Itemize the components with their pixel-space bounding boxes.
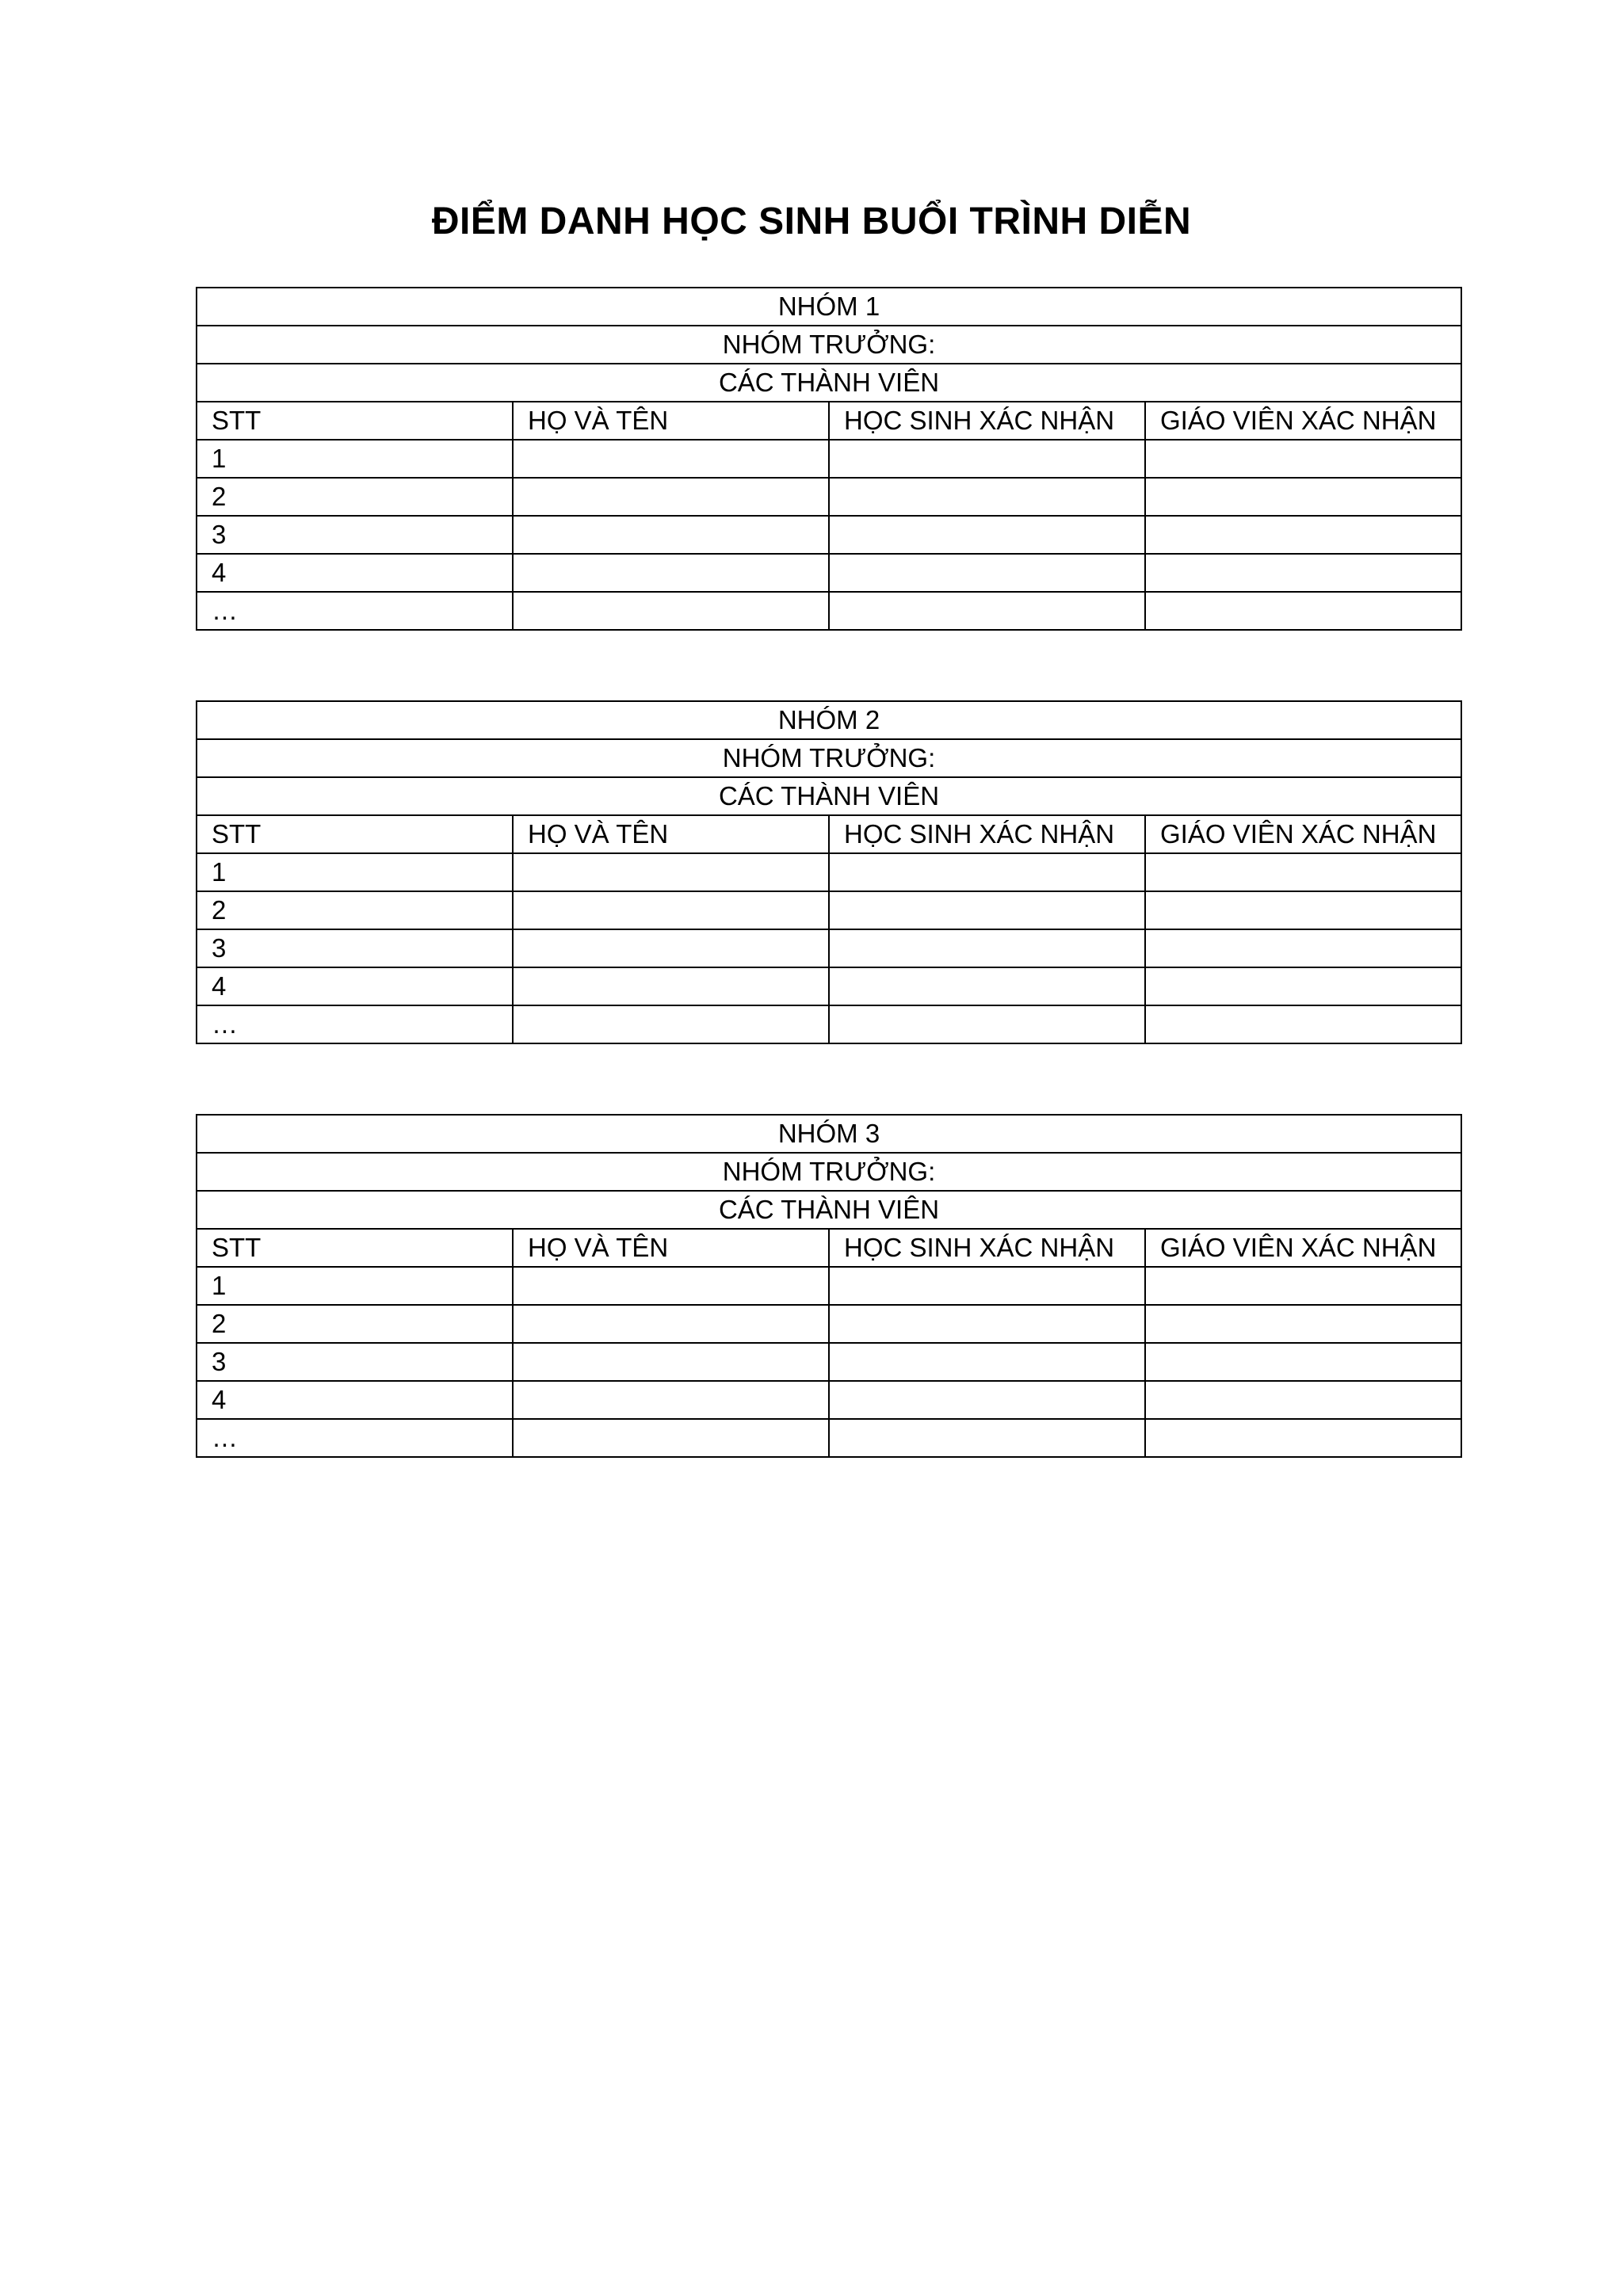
column-header-teacher-confirm: GIÁO VIÊN XÁC NHẬN — [1145, 815, 1461, 853]
header-row — [197, 815, 1461, 853]
group-table — [196, 700, 1462, 1044]
name-cell[interactable] — [513, 891, 829, 929]
members-row — [197, 777, 1461, 815]
members-label: CÁC THÀNH VIÊN — [197, 777, 1461, 815]
student-confirm-cell[interactable] — [829, 592, 1145, 630]
name-cell[interactable] — [513, 1381, 829, 1419]
column-header-student-confirm: HỌC SINH XÁC NHẬN — [829, 402, 1145, 440]
name-cell[interactable] — [513, 929, 829, 967]
row-number: 3 — [197, 516, 513, 554]
name-cell[interactable] — [513, 440, 829, 478]
page-title: ĐIỂM DANH HỌC SINH BUỔI TRÌNH DIỄN — [431, 200, 1192, 242]
group-name-row — [197, 1115, 1461, 1153]
table-row — [197, 1381, 1461, 1419]
header-row — [197, 1229, 1461, 1267]
group-name: NHÓM 1 — [197, 288, 1461, 326]
table-row — [197, 554, 1461, 592]
student-confirm-cell[interactable] — [829, 1267, 1145, 1305]
row-number: 1 — [197, 440, 513, 478]
name-cell[interactable] — [513, 478, 829, 516]
table-row — [197, 1267, 1461, 1305]
name-cell[interactable] — [513, 1005, 829, 1043]
teacher-confirm-cell[interactable] — [1145, 1305, 1461, 1343]
row-number: … — [197, 592, 513, 630]
teacher-confirm-cell[interactable] — [1145, 1381, 1461, 1419]
teacher-confirm-cell[interactable] — [1145, 929, 1461, 967]
row-number: 2 — [197, 891, 513, 929]
teacher-confirm-cell[interactable] — [1145, 853, 1461, 891]
column-header-student-confirm: HỌC SINH XÁC NHẬN — [829, 1229, 1145, 1267]
column-header-name: HỌ VÀ TÊN — [513, 1229, 829, 1267]
row-number: 4 — [197, 967, 513, 1005]
name-cell[interactable] — [513, 1267, 829, 1305]
row-number: 4 — [197, 554, 513, 592]
group-leader-label[interactable]: NHÓM TRƯỞNG: — [197, 326, 1461, 364]
table-row — [197, 967, 1461, 1005]
row-number: 4 — [197, 1381, 513, 1419]
table-row — [197, 929, 1461, 967]
student-confirm-cell[interactable] — [829, 929, 1145, 967]
student-confirm-cell[interactable] — [829, 478, 1145, 516]
row-number: 3 — [197, 929, 513, 967]
name-cell[interactable] — [513, 516, 829, 554]
name-cell[interactable] — [513, 554, 829, 592]
table-row — [197, 1305, 1461, 1343]
student-confirm-cell[interactable] — [829, 516, 1145, 554]
name-cell[interactable] — [513, 1419, 829, 1457]
table-row — [197, 891, 1461, 929]
column-header-teacher-confirm: GIÁO VIÊN XÁC NHẬN — [1145, 402, 1461, 440]
group-table — [196, 287, 1462, 631]
group-name-row — [197, 701, 1461, 739]
row-number: … — [197, 1005, 513, 1043]
table-row — [197, 853, 1461, 891]
row-number: 2 — [197, 1305, 513, 1343]
row-number: 2 — [197, 478, 513, 516]
column-header-student-confirm: HỌC SINH XÁC NHẬN — [829, 815, 1145, 853]
group-table — [196, 1114, 1462, 1458]
row-number: … — [197, 1419, 513, 1457]
column-header-stt: STT — [197, 402, 513, 440]
student-confirm-cell[interactable] — [829, 1305, 1145, 1343]
name-cell[interactable] — [513, 853, 829, 891]
leader-row — [197, 1153, 1461, 1191]
column-header-name: HỌ VÀ TÊN — [513, 402, 829, 440]
teacher-confirm-cell[interactable] — [1145, 1419, 1461, 1457]
header-row — [197, 402, 1461, 440]
column-header-name: HỌ VÀ TÊN — [513, 815, 829, 853]
student-confirm-cell[interactable] — [829, 1343, 1145, 1381]
table-row — [197, 440, 1461, 478]
name-cell[interactable] — [513, 1305, 829, 1343]
table-row — [197, 1343, 1461, 1381]
student-confirm-cell[interactable] — [829, 1005, 1145, 1043]
group-name: NHÓM 3 — [197, 1115, 1461, 1153]
group-leader-label[interactable]: NHÓM TRƯỞNG: — [197, 1153, 1461, 1191]
name-cell[interactable] — [513, 1343, 829, 1381]
student-confirm-cell[interactable] — [829, 967, 1145, 1005]
teacher-confirm-cell[interactable] — [1145, 1267, 1461, 1305]
table-row — [197, 516, 1461, 554]
members-label: CÁC THÀNH VIÊN — [197, 1191, 1461, 1229]
leader-row — [197, 739, 1461, 777]
table-row — [197, 592, 1461, 630]
group-name: NHÓM 2 — [197, 701, 1461, 739]
teacher-confirm-cell[interactable] — [1145, 1343, 1461, 1381]
student-confirm-cell[interactable] — [829, 1381, 1145, 1419]
row-number: 1 — [197, 1267, 513, 1305]
table-row — [197, 478, 1461, 516]
row-number: 1 — [197, 853, 513, 891]
student-confirm-cell[interactable] — [829, 554, 1145, 592]
teacher-confirm-cell[interactable] — [1145, 891, 1461, 929]
members-row — [197, 1191, 1461, 1229]
teacher-confirm-cell[interactable] — [1145, 478, 1461, 516]
members-row — [197, 364, 1461, 402]
name-cell[interactable] — [513, 967, 829, 1005]
teacher-confirm-cell[interactable] — [1145, 440, 1461, 478]
teacher-confirm-cell[interactable] — [1145, 554, 1461, 592]
teacher-confirm-cell[interactable] — [1145, 516, 1461, 554]
column-header-teacher-confirm: GIÁO VIÊN XÁC NHẬN — [1145, 1229, 1461, 1267]
teacher-confirm-cell[interactable] — [1145, 967, 1461, 1005]
table-row — [197, 1005, 1461, 1043]
row-number: 3 — [197, 1343, 513, 1381]
group-name-row — [197, 288, 1461, 326]
table-row — [197, 1419, 1461, 1457]
student-confirm-cell[interactable] — [829, 853, 1145, 891]
members-label: CÁC THÀNH VIÊN — [197, 364, 1461, 402]
student-confirm-cell[interactable] — [829, 891, 1145, 929]
student-confirm-cell[interactable] — [829, 1419, 1145, 1457]
group-leader-label[interactable]: NHÓM TRƯỞNG: — [197, 739, 1461, 777]
teacher-confirm-cell[interactable] — [1145, 592, 1461, 630]
name-cell[interactable] — [513, 592, 829, 630]
leader-row — [197, 326, 1461, 364]
student-confirm-cell[interactable] — [829, 440, 1145, 478]
teacher-confirm-cell[interactable] — [1145, 1005, 1461, 1043]
column-header-stt: STT — [197, 815, 513, 853]
column-header-stt: STT — [197, 1229, 513, 1267]
